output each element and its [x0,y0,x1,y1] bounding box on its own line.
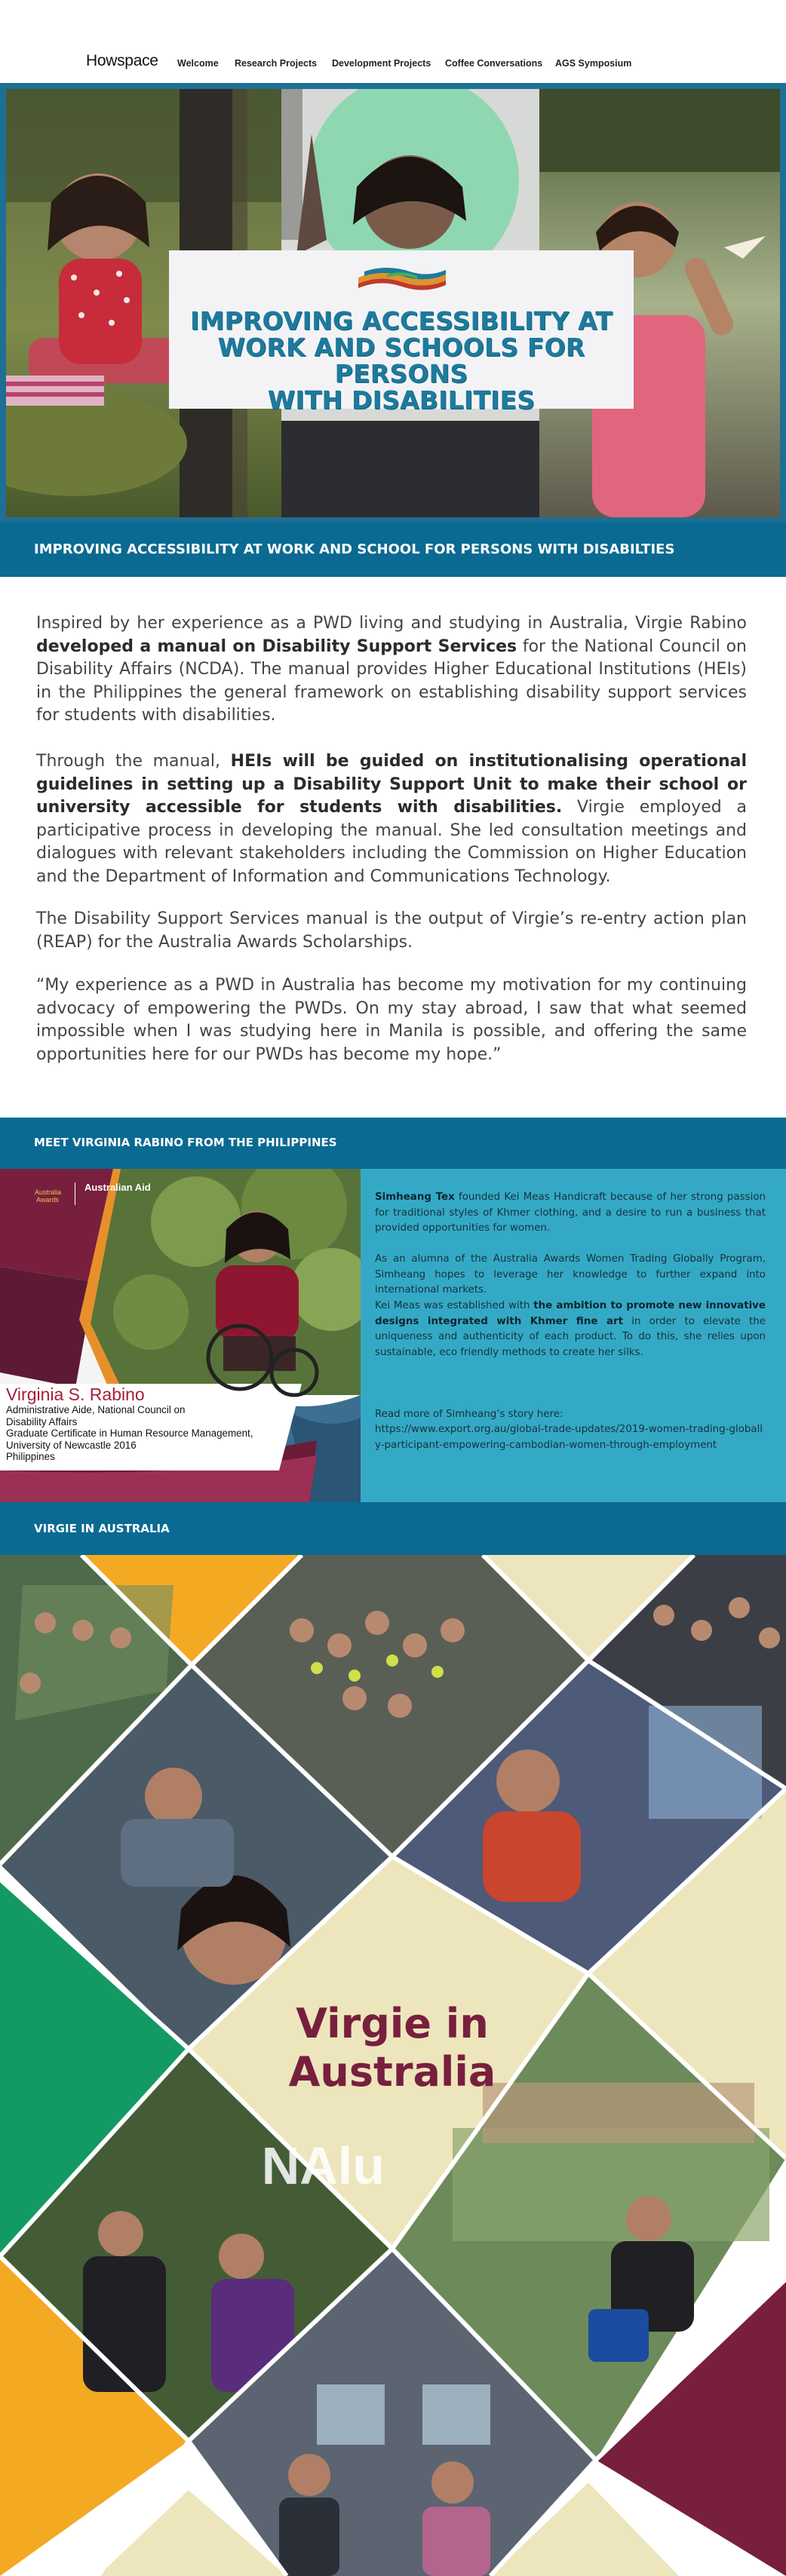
nav-coffee-conversations[interactable]: Coffee Conversations [445,58,543,69]
svg-text:Australia: Australia [35,1188,62,1196]
australian-aid-logo: Australian Aid [84,1182,151,1193]
profile-detail-3: Graduate Certificate in Human Resource Management, [6,1428,253,1439]
collage-sign-text: NAlu [261,2136,385,2195]
profile-name-block [6,1385,293,1463]
section-heading: IMPROVING ACCESSIBILITY AT WORK AND SCHOOL FOR PERSONS WITH DISABILTIES [34,541,675,557]
nav-welcome[interactable]: Welcome [177,58,219,69]
howspace-logo[interactable]: Howspace [86,52,158,69]
story-read-more-label: Read more of Simheang’s story here: [375,1409,563,1420]
article-paragraph-2: Through the manual, HEIs will be guided on institutionalising operational guidelines in setting up a Disability Support Unit to make their school or university accessible for students with disabilities. Virgie employed a participative process in developing the manual. She led consultation meetings and dialogues with relevant stakeholders including the Commission on Higher Education and the Department of Information and Communications Technology. [36,752,747,886]
svg-text:Awards: Awards [36,1196,59,1204]
nav-ags-symposium[interactable]: AGS Symposium [555,58,632,69]
hero-photo-collage [6,89,780,517]
story-paragraph-2: As an alumna of the Australia Awards Women Trading Globally Program, Simheang hopes to leverage her knowledge to further expand into international markets. [375,1253,766,1296]
section-heading: MEET VIRGINIA RABINO FROM THE PHILIPPINES [34,1136,337,1149]
article-paragraph-1: Inspired by her experience as a PWD living and studying in Australia, Virgie Rabino developed a manual on Disability Support Services for the National Council on Disability Affairs (NCDA). The manual provides Higher Educational Institutions (HEIs) in the Philippines the general framework on establishing disability support services for students with disabilities. [36,614,747,725]
virgie-australia-collage [0,1555,786,2576]
profile-story-panel [361,1169,786,1502]
collage-title: Virgie in Australia [288,2000,496,2096]
article-paragraph-3: The Disability Support Services manual is the output of Virgie’s re-entry action plan (REAP) for the Australia Awards Scholarships. [36,909,747,952]
section-band-accessibility [0,523,786,577]
top-navigation [0,0,786,83]
profile-detail-4: University of Newcastle 2016 [6,1439,137,1451]
profile-detail-5: Philippines [6,1451,55,1462]
story-paragraph-1: Simheang Tex founded Kei Meas Handicraft because of her strong passion for traditional styles of Khmer clothing, and a desire to run a business that provided opportunities for women. [375,1191,766,1234]
hero-title: IMPROVING ACCESSIBILITY AT WORK AND SCHOOLS FOR PERSONS WITH DISABILITIES [189,306,613,415]
hero-title-card [169,250,634,415]
nav-development-projects[interactable]: Development Projects [332,58,431,69]
profile-detail-2: Disability Affairs [6,1415,78,1428]
story-paragraph-3: Kei Meas was established with the ambition to promote new innovative designs integrated with Khmer fine art in order to elevate the uniqueness and authenticity of each product. To do this, she relies upon sustainable, eco friendly methods to create her silks. [375,1300,766,1358]
article-quote: “My experience as a PWD in Australia has become my motivation for my continuing advocacy of empowering the PWDs. On my stay abroad, I saw that what seemed impossible when I was studying here in Manila is possible, and offering the same opportunities here for our PWDs has become my hope.” [36,976,747,1064]
story-read-more-link[interactable]: https://www.export.org.au/global-trade-updates/2019-women-trading-globally-participant-empowering-cambodian-women-through-employment [375,1424,763,1451]
profile-card-image [0,1169,361,1502]
nav-research-projects[interactable]: Research Projects [235,58,318,69]
profile-detail-1: Administrative Aide, National Council on [6,1404,186,1415]
section-band-meet-virginia [0,1118,786,1169]
profile-name: Virginia S. Rabino [6,1385,145,1404]
australia-awards-ribbon-icon [357,264,447,294]
section-heading: VIRGIE IN AUSTRALIA [34,1522,170,1535]
section-band-virgie-australia [0,1502,786,1555]
hero-banner [0,83,786,523]
